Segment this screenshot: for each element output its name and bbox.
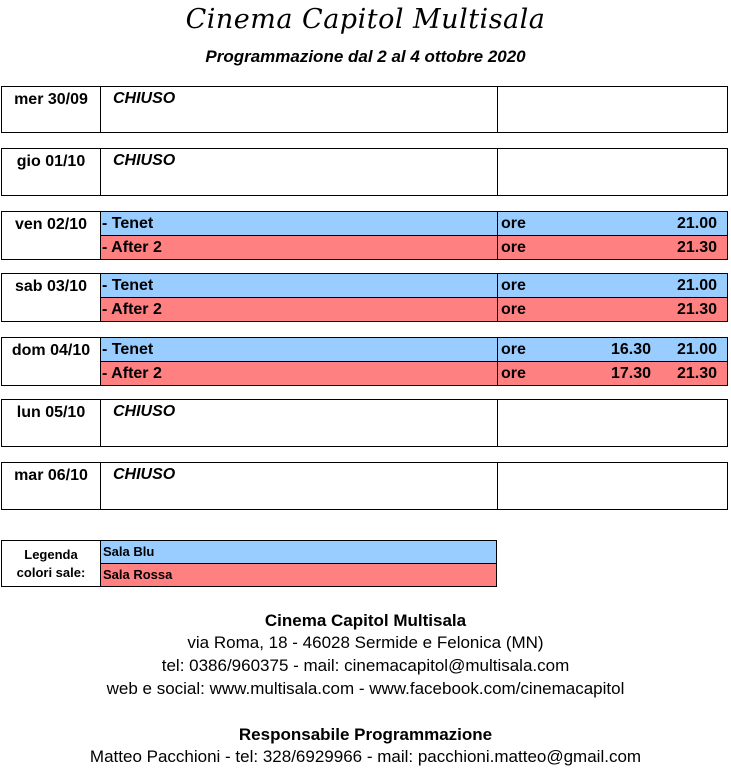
film-title: - Tenet	[101, 338, 498, 362]
legend-label-line1: Legenda	[24, 547, 78, 562]
day-block	[1, 211, 728, 260]
day-block	[1, 337, 728, 386]
day-block	[1, 148, 728, 196]
legend-label	[2, 541, 101, 586]
show-row	[101, 235, 727, 259]
day-date: mer 30/09	[2, 87, 101, 132]
show-time: 16.30	[610, 341, 651, 358]
ore-label: ore	[501, 365, 526, 382]
footer-address: via Roma, 18 - 46028 Sermide e Felonica (MN)	[187, 633, 544, 652]
legend-label-line2: colori sale:	[16, 565, 86, 580]
closed-text: CHIUSO	[101, 87, 498, 132]
ore-label: ore	[501, 239, 526, 256]
legend	[1, 540, 497, 587]
show-row	[101, 274, 727, 298]
show-row	[101, 297, 727, 321]
show-time: 17.30	[610, 365, 651, 382]
day-date: mar 06/10	[2, 463, 101, 509]
show-time: 21.00	[676, 341, 717, 358]
film-title: - After 2	[101, 362, 498, 385]
day-date: ven 02/10	[2, 212, 101, 259]
show-time: 21.00	[676, 277, 717, 294]
show-row	[101, 338, 727, 362]
film-title: - After 2	[101, 298, 498, 321]
page-title: Cinema Capitol Multisala	[185, 4, 546, 35]
day-date: sab 03/10	[2, 274, 101, 321]
show-time: 21.00	[676, 215, 717, 232]
closed-text: CHIUSO	[101, 463, 498, 509]
ore-label: ore	[501, 277, 526, 294]
day-block	[1, 462, 728, 510]
ore-label: ore	[501, 341, 526, 358]
legend-sala-rossa: Sala Rossa	[101, 563, 496, 586]
closed-text: CHIUSO	[101, 400, 498, 446]
day-date: lun 05/10	[2, 400, 101, 446]
ore-label: ore	[501, 301, 526, 318]
footer-name: Cinema Capitol Multisala	[264, 611, 467, 630]
ore-label: ore	[501, 215, 526, 232]
show-time: 21.30	[676, 365, 717, 382]
show-row	[101, 361, 727, 385]
show-row	[101, 212, 727, 236]
footer-web: web e social: www.multisala.com - www.facebook.com/cinemacapitol	[106, 679, 625, 698]
footer-resp-title: Responsabile Programmazione	[238, 725, 493, 744]
show-time: 21.30	[676, 301, 717, 318]
day-block	[1, 399, 728, 447]
day-block	[1, 86, 728, 133]
closed-text: CHIUSO	[101, 149, 498, 195]
day-date: gio 01/10	[2, 149, 101, 195]
day-block	[1, 273, 728, 322]
footer-contacts: tel: 0386/960375 - mail: cinemacapitol@multisala.com	[161, 656, 570, 675]
footer-resp-contacts: Matteo Pacchioni - tel: 328/6929966 - mail: pacchioni.matteo@gmail.com	[89, 747, 642, 766]
show-time: 21.30	[676, 239, 717, 256]
film-title: - Tenet	[101, 212, 498, 236]
film-title: - After 2	[101, 236, 498, 259]
day-date: dom 04/10	[2, 338, 101, 385]
film-title: - Tenet	[101, 274, 498, 298]
page-subtitle: Programmazione dal 2 al 4 ottobre 2020	[205, 47, 526, 66]
legend-sala-blu: Sala Blu	[101, 541, 496, 563]
